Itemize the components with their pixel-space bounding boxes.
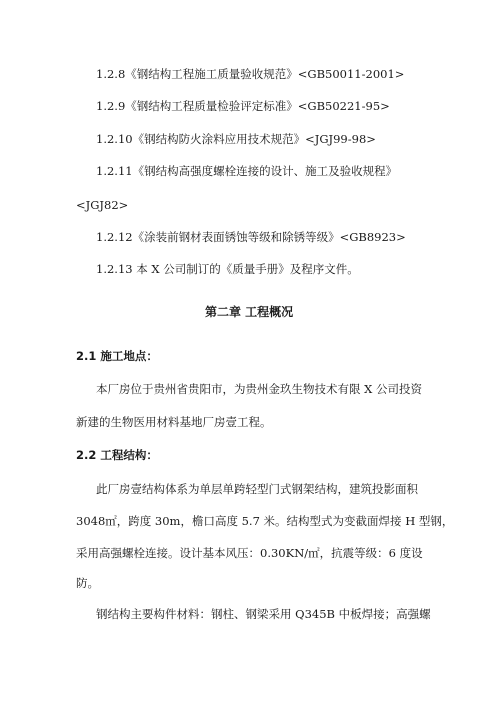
paragraph-line: 3048㎡，跨度 30m，檐口高度 5.7 米。结构型式为变截面焊接 H 型钢，: [76, 514, 454, 528]
reference-item: 1.2.8《钢结构工程施工质量验收规范》<GB50011-2001>: [96, 67, 405, 81]
reference-item: 1.2.11《钢结构高强度螺栓连接的设计、施工及验收规程》: [96, 164, 398, 178]
reference-item: 1.2.9《钢结构工程质量检验评定标准》<GB50221-95>: [96, 99, 390, 113]
chapter-title: 第二章 工程概况: [205, 305, 294, 319]
paragraph-line: 本厂房位于贵州省贵阳市，为贵州金玖生物技术有限 X 公司投资: [96, 382, 422, 396]
paragraph-line: 防。: [76, 576, 99, 590]
section-heading-location: 2.1 施工地点：: [76, 349, 158, 363]
reference-item: 1.2.12《涂装前钢材表面锈蚀等级和除锈等级》<GB8923>: [96, 230, 406, 244]
paragraph-line: 采用高强螺栓连接。设计基本风压：0.30KN/㎡，抗震等级：6 度设: [76, 546, 423, 560]
paragraph-line: 此厂房壹结构体系为单层单跨轻型门式钢架结构，建筑投影面积: [96, 482, 418, 496]
reference-item: 1.2.10《钢结构防火涂料应用技术规范》<JGJ99-98>: [96, 132, 376, 146]
reference-item-continuation: <JGJ82>: [76, 198, 129, 212]
reference-item: 1.2.13 本 X 公司制订的《质量手册》及程序文件。: [96, 262, 359, 276]
section-heading-structure: 2.2 工程结构：: [76, 448, 158, 462]
paragraph-line: 新建的生物医用材料基地厂房壹工程。: [76, 415, 272, 429]
paragraph-line: 钢结构主要构件材料：钢柱、钢梁采用 Q345B 中板焊接；高强螺: [96, 607, 431, 621]
